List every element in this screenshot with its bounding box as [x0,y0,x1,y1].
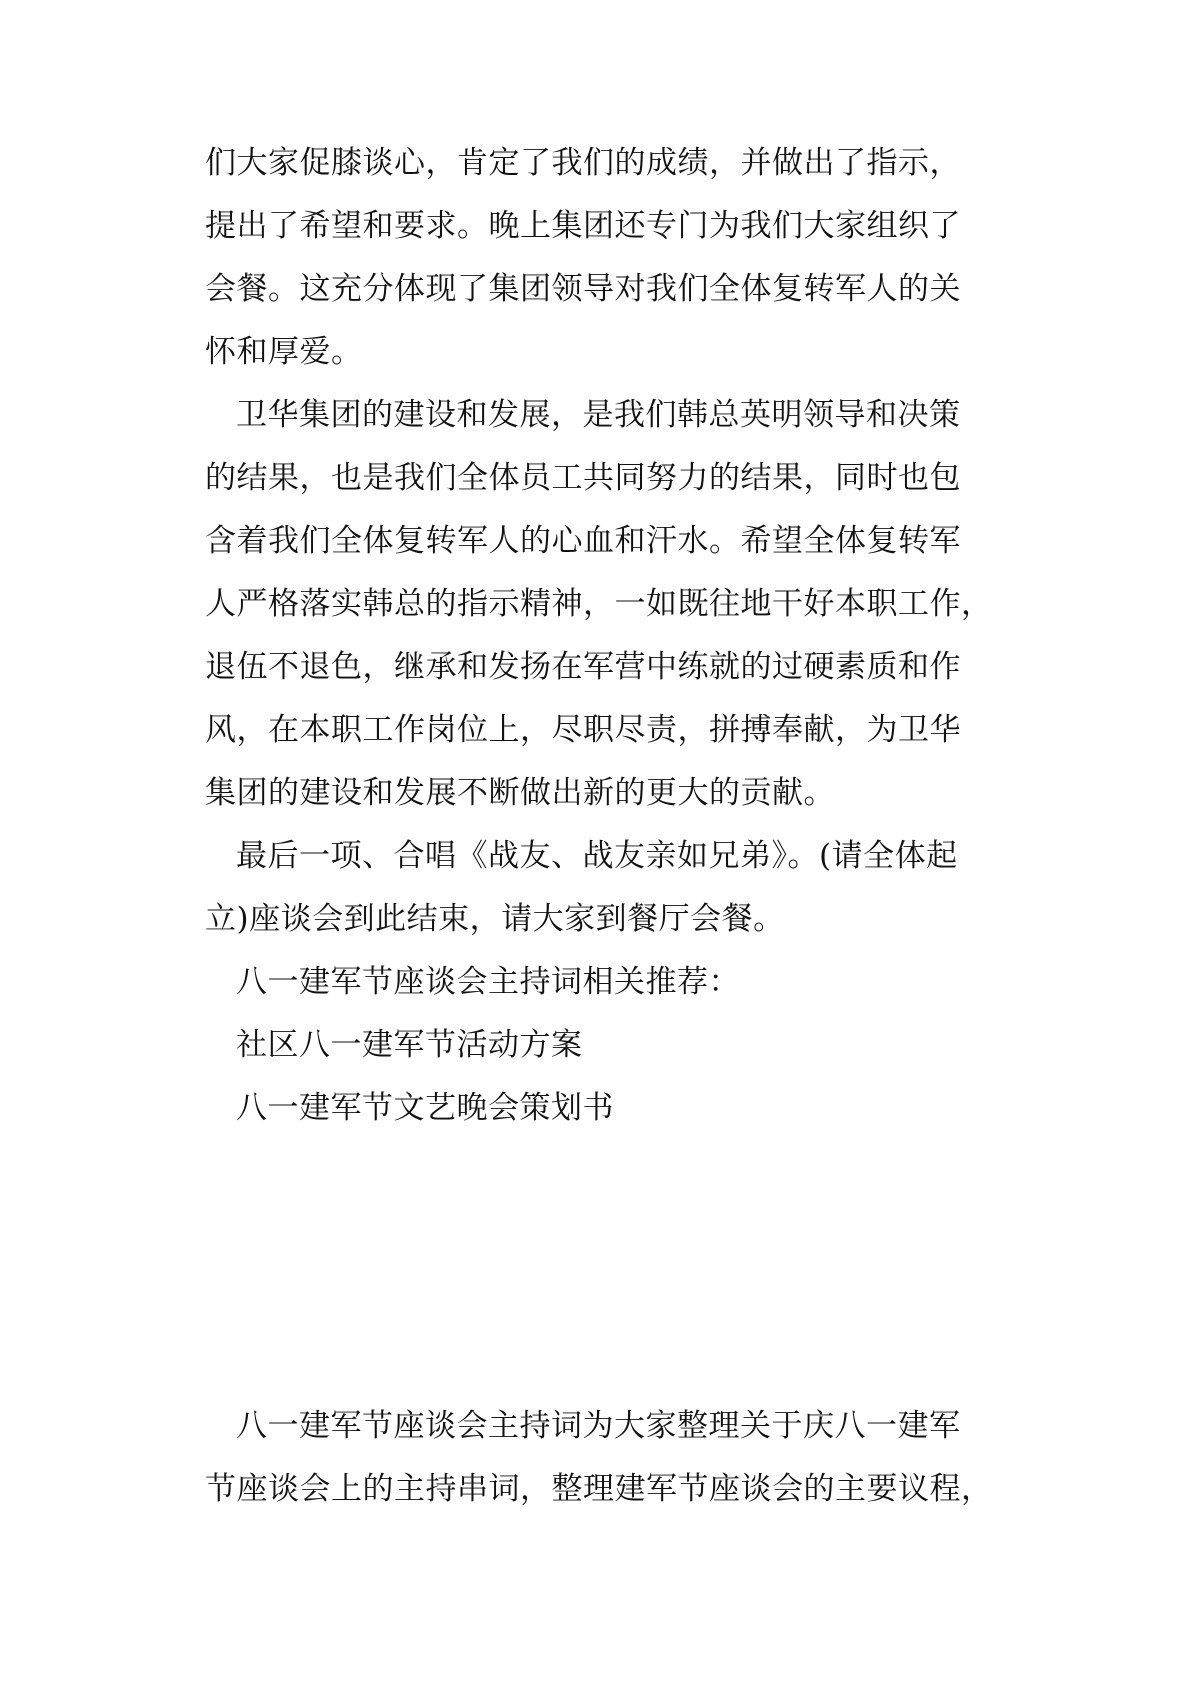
paragraph-line: 的结果，也是我们全体员工共同努力的结果，同时也包 [205,460,961,496]
paragraph-line: 风，在本职工作岗位上，尽职尽责，拼搏奉献，为卫华 [205,712,961,748]
paragraph-line: 八一建军节座谈会主持词为大家整理关于庆八一建军 [236,1408,961,1444]
paragraph-line: 人严格落实韩总的指示精神，一如既往地干好本职工作， [205,586,993,622]
paragraph-line: 们大家促膝谈心，肯定了我们的成绩，并做出了指示， [205,145,961,181]
recommendation-link[interactable]: 八一建军节文艺晚会策划书 [236,1090,614,1126]
paragraph-line: 最后一项、合唱《战友、战友亲如兄弟》。(请全体起 [236,838,958,874]
paragraph-line: 节座谈会上的主持串词，整理建军节座谈会的主要议程， [205,1471,993,1507]
paragraph-line: 立)座谈会到此结束，请大家到餐厅会餐。 [205,901,785,937]
recommendations-heading: 八一建军节座谈会主持词相关推荐： [236,964,740,1000]
recommendation-link[interactable]: 社区八一建军节活动方案 [236,1027,583,1063]
paragraph-line: 卫华集团的建设和发展，是我们韩总英明领导和决策 [236,397,961,433]
paragraph-line: 怀和厚爱。 [205,334,363,370]
paragraph-line: 集团的建设和发展不断做出新的更大的贡献。 [205,775,835,811]
paragraph-line: 退伍不退色，继承和发扬在军营中练就的过硬素质和作 [205,649,961,685]
paragraph-line: 提出了希望和要求。晚上集团还专门为我们大家组织了 [205,208,961,244]
paragraph-line: 含着我们全体复转军人的心血和汗水。希望全体复转军 [205,523,961,559]
paragraph-line: 会餐。这充分体现了集团领导对我们全体复转军人的关 [205,271,961,307]
